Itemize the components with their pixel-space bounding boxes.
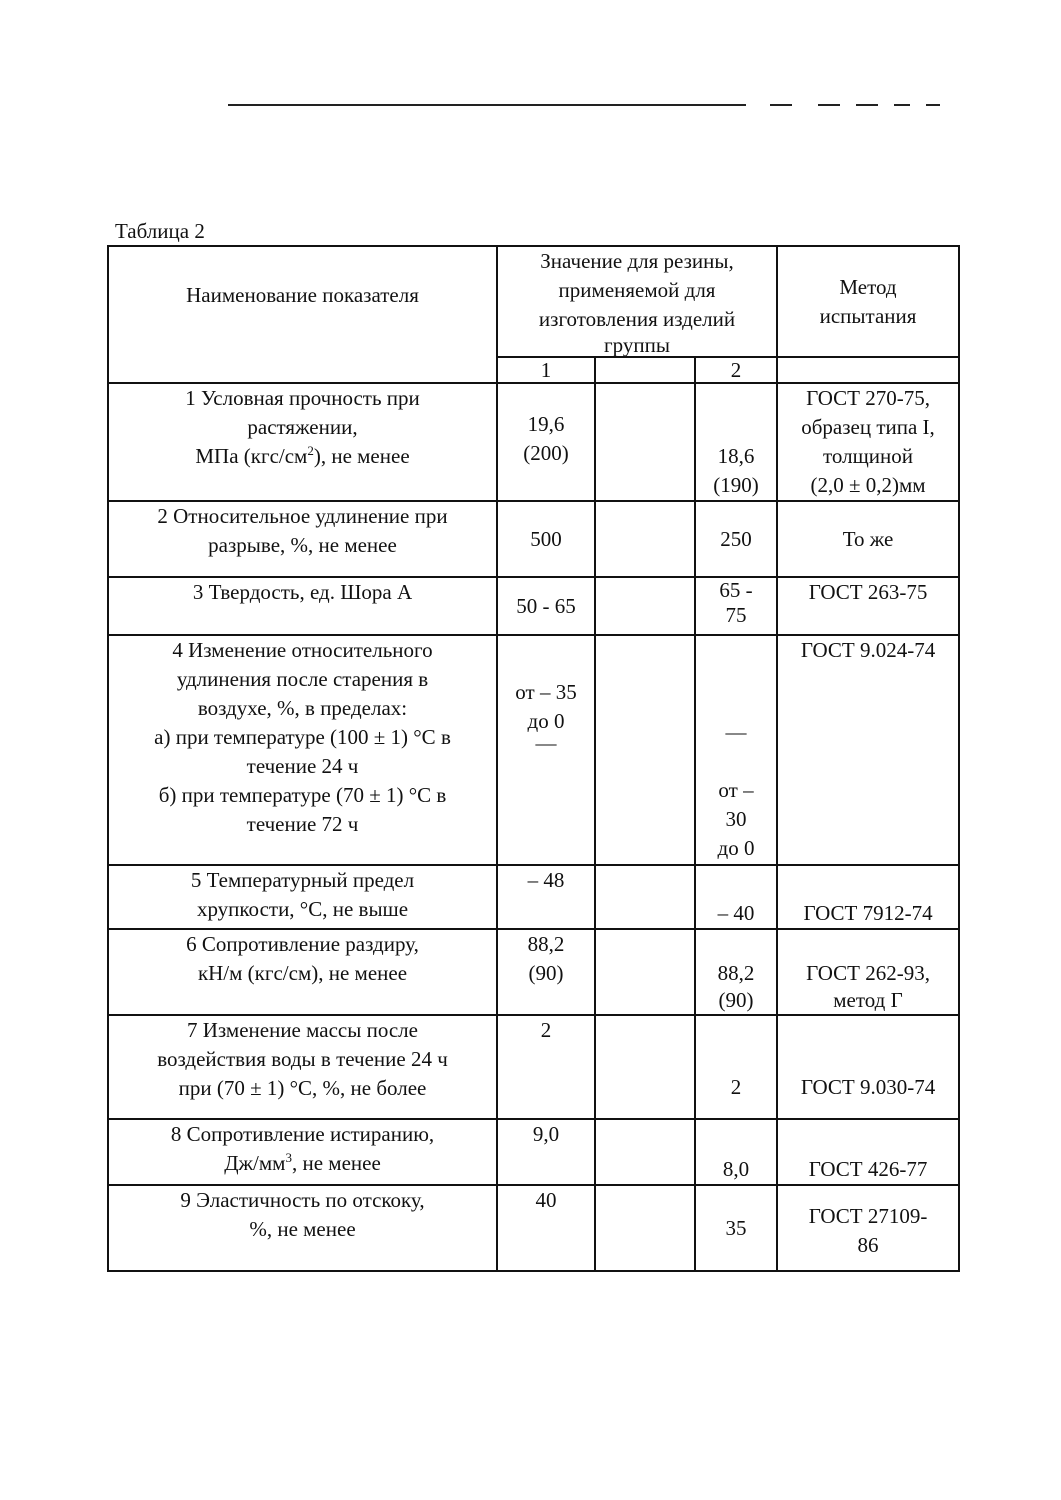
group-1-value: – 48 bbox=[497, 865, 595, 929]
header-rule-dash-1 bbox=[770, 104, 792, 106]
blank-value bbox=[595, 635, 695, 865]
row-name-line: б) при температуре (70 ± 1) °С в bbox=[158, 783, 447, 807]
group-1-value bbox=[497, 635, 595, 865]
row-name-line: 1 Условная прочность при bbox=[185, 386, 420, 410]
value-line: 88,2 bbox=[717, 961, 755, 985]
value-line: от – bbox=[718, 778, 754, 802]
value-line: до 0 bbox=[527, 709, 565, 733]
value-line: (190) bbox=[713, 473, 759, 497]
properties-table bbox=[107, 245, 960, 1272]
value-line: — bbox=[725, 720, 747, 744]
method-value bbox=[777, 929, 959, 1015]
header-method-cell bbox=[777, 246, 959, 357]
blank-value bbox=[595, 1119, 695, 1185]
row-name-part: , не менее bbox=[291, 1151, 381, 1175]
row-name-line: 8 Сопротивление истиранию, bbox=[170, 1122, 435, 1146]
value-line: — bbox=[535, 731, 557, 755]
row-name-cell bbox=[108, 1119, 497, 1185]
value-line: 30 bbox=[725, 807, 747, 831]
row-name-line: воздухе, %, в пределах: bbox=[197, 696, 408, 720]
method-line: ГОСТ 270-75, bbox=[806, 386, 930, 410]
group-2-value: 2 bbox=[695, 1015, 777, 1119]
row-name-line: кН/м (кгс/см), не менее bbox=[197, 961, 408, 985]
row-name-line: удлинения после старения в bbox=[176, 667, 429, 691]
group-2-value bbox=[695, 635, 777, 865]
method-value: ГОСТ 9.030-74 bbox=[777, 1015, 959, 1119]
row-name-line: разрыве, %, не менее bbox=[208, 533, 397, 557]
spacer bbox=[702, 747, 770, 776]
table-row bbox=[108, 929, 959, 1015]
value-line: 65 - bbox=[719, 578, 753, 602]
row-name-line: при (70 ± 1) °С, %, не более bbox=[178, 1076, 427, 1100]
value-line: (90) bbox=[528, 961, 564, 985]
method-line: образец типа I, bbox=[801, 415, 935, 439]
header-rule-dash-4 bbox=[894, 104, 910, 106]
row-name-cell: 3 Твердость, ед. Шора А bbox=[108, 577, 497, 635]
value-line: (200) bbox=[523, 441, 569, 465]
group-2-value: – 40 bbox=[695, 865, 777, 929]
value-line: 75 bbox=[725, 603, 747, 627]
method-value bbox=[777, 383, 959, 501]
table-row bbox=[108, 383, 959, 501]
row-name-line: 4 Изменение относительного bbox=[172, 638, 433, 662]
group-2-value bbox=[695, 383, 777, 501]
blank-value bbox=[595, 929, 695, 1015]
row-name-line: течение 24 ч bbox=[246, 754, 359, 778]
group-2-value bbox=[695, 577, 777, 635]
row-name-cell bbox=[108, 383, 497, 501]
blank-value bbox=[595, 577, 695, 635]
header-value-line: группы bbox=[604, 333, 670, 357]
method-value: ГОСТ 7912-74 bbox=[777, 865, 959, 929]
value-line: до 0 bbox=[717, 836, 755, 860]
row-name-line: 2 Относительное удлинение при bbox=[157, 504, 448, 528]
row-name-line: течение 72 ч bbox=[246, 812, 359, 836]
group-2-value bbox=[695, 929, 777, 1015]
row-name-cell bbox=[108, 865, 497, 929]
group-2-value: 35 bbox=[695, 1185, 777, 1271]
row-name-line: растяжении, bbox=[247, 415, 358, 439]
method-line: толщиной bbox=[823, 444, 914, 468]
method-value: ГОСТ 263-75 bbox=[777, 577, 959, 635]
header-value-line: применяемой для bbox=[558, 278, 716, 302]
header-name-cell bbox=[108, 246, 497, 383]
blank-value bbox=[595, 501, 695, 577]
blank-value bbox=[595, 383, 695, 501]
row-name-line: %, не менее bbox=[249, 1217, 356, 1241]
header-method-line: испытания bbox=[819, 303, 917, 328]
table-row bbox=[108, 635, 959, 865]
table-row bbox=[108, 577, 959, 635]
group-2-value: 8,0 bbox=[695, 1119, 777, 1185]
table-row bbox=[108, 865, 959, 929]
group-2-header: 2 bbox=[695, 357, 777, 383]
row-name-part: Дж/мм bbox=[224, 1151, 286, 1175]
value-line: (90) bbox=[718, 988, 754, 1012]
method-value bbox=[777, 1185, 959, 1271]
row-name-cell bbox=[108, 635, 497, 865]
header-rule-dash-3 bbox=[856, 104, 878, 106]
value-line: 18,6 bbox=[717, 444, 755, 468]
group-2-value: 250 bbox=[695, 501, 777, 577]
row-name-line bbox=[115, 442, 490, 471]
header-rule-dash-5 bbox=[926, 104, 940, 106]
table-row bbox=[108, 501, 959, 577]
header-value-cell bbox=[497, 246, 777, 357]
method-line: метод Г bbox=[833, 988, 903, 1012]
row-name-part: МПа (кгс/см bbox=[195, 444, 308, 468]
group-1-header: 1 bbox=[497, 357, 595, 383]
blank-value bbox=[595, 865, 695, 929]
value-line: от – 35 bbox=[515, 680, 577, 704]
method-line: 86 bbox=[857, 1233, 879, 1257]
row-name-line: 6 Сопротивление раздиру, bbox=[186, 932, 419, 956]
group-1-value: 2 bbox=[497, 1015, 595, 1119]
group-1-value bbox=[497, 383, 595, 501]
table-row bbox=[108, 1119, 959, 1185]
table-row bbox=[108, 1015, 959, 1119]
group-blank-header bbox=[595, 357, 695, 383]
method-line: (2,0 ± 0,2)мм bbox=[810, 473, 926, 497]
blank-value bbox=[595, 1015, 695, 1119]
method-value: То же bbox=[777, 501, 959, 577]
table-header-row bbox=[108, 246, 959, 357]
method-value: ГОСТ 426-77 bbox=[777, 1119, 959, 1185]
row-name-cell bbox=[108, 1015, 497, 1119]
header-name-label: Наименование показателя bbox=[186, 283, 419, 307]
row-name-line: 7 Изменение массы после bbox=[187, 1018, 418, 1042]
method-blank-header bbox=[777, 357, 959, 383]
table-caption: Таблица 2 bbox=[115, 219, 205, 243]
row-name-cell bbox=[108, 929, 497, 1015]
group-1-value: 50 - 65 bbox=[497, 577, 595, 635]
method-value: ГОСТ 9.024-74 bbox=[777, 635, 959, 865]
row-name-line: воздействия воды в течение 24 ч bbox=[157, 1047, 448, 1071]
method-line: ГОСТ 27109- bbox=[808, 1204, 928, 1228]
header-rule-solid bbox=[228, 104, 746, 106]
row-name-cell bbox=[108, 1185, 497, 1271]
value-line: 88,2 bbox=[527, 932, 565, 956]
row-name-line bbox=[115, 1149, 490, 1178]
header-rule-dash-2 bbox=[818, 104, 840, 106]
table-row bbox=[108, 1185, 959, 1271]
row-name-cell bbox=[108, 501, 497, 577]
superscript: 3 bbox=[285, 1150, 292, 1165]
group-1-value: 40 bbox=[497, 1185, 595, 1271]
row-name-line: 5 Температурный предел bbox=[190, 868, 415, 892]
row-name-line: хрупкости, °С, не выше bbox=[196, 897, 409, 921]
group-1-value: 500 bbox=[497, 501, 595, 577]
superscript: 2 bbox=[307, 443, 314, 458]
value-line: 19,6 bbox=[527, 412, 565, 436]
blank-value bbox=[595, 1185, 695, 1271]
header-method-line: Метод bbox=[839, 274, 897, 299]
row-name-line: 9 Эластичность по отскоку, bbox=[180, 1188, 425, 1212]
header-value-line: изготовления изделий bbox=[538, 307, 736, 331]
group-1-value bbox=[497, 929, 595, 1015]
row-name-line: а) при температуре (100 ± 1) °С в bbox=[154, 725, 451, 749]
row-name-part: ), не менее bbox=[313, 444, 410, 468]
method-line: ГОСТ 262-93, bbox=[806, 961, 930, 985]
header-value-line: Значение для резины, bbox=[540, 249, 734, 273]
group-1-value: 9,0 bbox=[497, 1119, 595, 1185]
